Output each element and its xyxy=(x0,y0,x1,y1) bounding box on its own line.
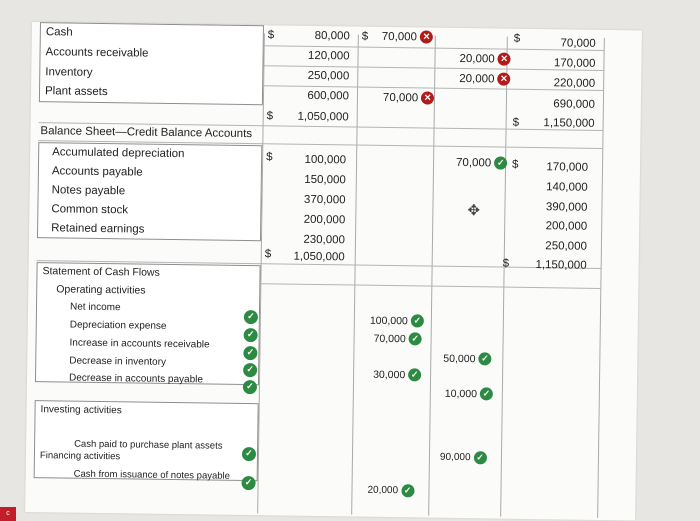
cash-begin-field[interactable]: 80,000 xyxy=(314,29,350,43)
correct-icon: ✓ xyxy=(244,327,258,341)
dollar-sign: $ xyxy=(512,116,520,129)
plant-debit-value: 70,000 xyxy=(382,91,419,104)
increase-ar-credit-value: 50,000 xyxy=(443,352,476,365)
investing-activities-label: Investing activities xyxy=(40,404,122,417)
row-label-depreciation-expense: Depreciation expense xyxy=(69,319,167,332)
cs-begin-field[interactable]: 200,000 xyxy=(303,213,346,227)
column-divider xyxy=(500,37,508,517)
net-income-debit-value: 100,000 xyxy=(369,314,408,327)
row-label-purchase-plant: Cash paid to purchase plant assets xyxy=(74,438,223,452)
incorrect-icon: ✕ xyxy=(421,91,434,104)
debit-total-end-field[interactable]: 1,150,000 xyxy=(543,117,595,130)
correct-icon: ✓ xyxy=(243,345,257,359)
worksheet xyxy=(25,22,642,520)
re-begin-field[interactable]: 230,000 xyxy=(303,233,346,247)
dollar-sign: $ xyxy=(502,257,510,270)
accum-dep-end-field[interactable]: 170,000 xyxy=(546,161,589,174)
correct-icon: ✓ xyxy=(480,387,493,400)
column-divider xyxy=(428,36,436,516)
dollar-sign: $ xyxy=(266,110,274,123)
correct-icon: ✓ xyxy=(241,475,255,489)
row-label-decrease-ap: Decrease in accounts payable xyxy=(68,372,204,386)
issuance-notes-check xyxy=(241,472,255,490)
ap-begin-field[interactable]: 150,000 xyxy=(304,173,346,187)
ar-begin-field[interactable]: 120,000 xyxy=(307,49,350,63)
dollar-sign: $ xyxy=(267,29,275,42)
column-divider xyxy=(597,38,605,518)
column-divider xyxy=(351,35,359,515)
correct-icon: ✓ xyxy=(242,446,256,460)
incorrect-icon: ✕ xyxy=(497,73,510,86)
dollar-sign: $ xyxy=(264,248,272,261)
debit-total-begin-field[interactable]: 1,050,000 xyxy=(297,110,349,124)
row-label-accounts-payable: Accounts payable xyxy=(51,165,143,179)
decrease-inventory-debit-value: 30,000 xyxy=(373,368,406,381)
correct-icon: ✓ xyxy=(473,451,486,464)
re-end-field[interactable]: 250,000 xyxy=(545,240,587,253)
net-income-debit-entry[interactable] xyxy=(370,314,424,328)
operating-activities-label: Operating activities xyxy=(56,283,146,297)
row-label-decrease-inventory: Decrease in inventory xyxy=(69,355,167,368)
accum-dep-credit-entry[interactable] xyxy=(456,156,507,170)
correct-icon: ✓ xyxy=(411,314,424,327)
dollar-sign: $ xyxy=(511,158,519,171)
cash-flows-heading: Statement of Cash Flows xyxy=(42,265,160,279)
financing-activities-label: Financing activities xyxy=(39,450,121,463)
plant-debit-entry[interactable] xyxy=(383,91,434,105)
increase-ar-check xyxy=(243,342,257,360)
correct-icon: ✓ xyxy=(243,379,257,393)
ar-credit-entry[interactable] xyxy=(459,52,510,66)
corner-badge: c xyxy=(0,507,16,521)
cs-end-field[interactable]: 200,000 xyxy=(545,220,588,233)
correct-icon: ✓ xyxy=(408,368,421,381)
correct-icon: ✓ xyxy=(494,156,507,169)
row-label-plant-assets: Plant assets xyxy=(44,85,108,99)
np-begin-field[interactable]: 370,000 xyxy=(303,193,346,207)
correct-icon: ✓ xyxy=(244,309,258,323)
correct-icon: ✓ xyxy=(409,332,422,345)
row-label-net-income: Net income xyxy=(69,301,121,314)
depreciation-debit-entry[interactable] xyxy=(374,332,422,346)
row-label-inventory: Inventory xyxy=(45,66,93,79)
decrease-ap-credit-entry[interactable] xyxy=(445,387,493,401)
row-label-notes-payable: Notes payable xyxy=(51,184,126,198)
row-label-common-stock: Common stock xyxy=(51,203,129,217)
cash-debit-entry[interactable] xyxy=(382,30,433,44)
issuance-notes-debit-entry[interactable] xyxy=(367,484,414,498)
increase-ar-credit-entry[interactable] xyxy=(443,352,491,366)
ap-end-field[interactable]: 140,000 xyxy=(546,181,588,194)
incorrect-icon: ✕ xyxy=(498,53,511,66)
correct-icon: ✓ xyxy=(243,362,257,376)
move-cursor-icon: ✥ xyxy=(467,202,481,220)
net-income-check xyxy=(244,306,258,324)
row-label-increase-ar: Increase in accounts receivable xyxy=(69,337,210,351)
cash-debit-value: 70,000 xyxy=(381,30,418,43)
plant-end-field[interactable]: 690,000 xyxy=(553,98,595,111)
depreciation-check xyxy=(244,324,258,342)
purchase-plant-credit-entry[interactable] xyxy=(440,451,487,465)
dollar-sign: $ xyxy=(361,30,369,43)
credit-total-end-field[interactable]: 1,150,000 xyxy=(535,259,587,272)
correct-icon: ✓ xyxy=(401,484,414,497)
cash-end-field[interactable]: 70,000 xyxy=(560,37,596,50)
inventory-credit-entry[interactable] xyxy=(459,72,510,86)
credit-section-heading: Balance Sheet—Credit Balance Accounts xyxy=(40,125,253,141)
row-label-retained-earnings: Retained earnings xyxy=(51,222,145,236)
depreciation-debit-value: 70,000 xyxy=(373,332,406,345)
row-label-accounts-receivable: Accounts receivable xyxy=(45,46,149,60)
credit-total-begin-field[interactable]: 1,050,000 xyxy=(293,250,345,264)
inventory-begin-field[interactable]: 250,000 xyxy=(307,69,350,83)
inventory-credit-value: 20,000 xyxy=(459,72,495,85)
plant-begin-field[interactable]: 600,000 xyxy=(307,89,350,103)
issuance-notes-debit-value: 20,000 xyxy=(367,484,399,497)
accum-dep-credit-value: 70,000 xyxy=(455,156,492,169)
accum-dep-begin-field[interactable]: 100,000 xyxy=(304,153,347,167)
inventory-end-field[interactable]: 220,000 xyxy=(553,77,596,90)
dollar-sign: $ xyxy=(513,32,521,45)
purchase-plant-check xyxy=(242,443,256,461)
incorrect-icon: ✕ xyxy=(420,30,433,43)
row-label-issuance-notes: Cash from issuance of notes payable xyxy=(73,468,231,482)
ar-credit-value: 20,000 xyxy=(459,52,495,65)
purchase-plant-credit-value: 90,000 xyxy=(439,451,471,464)
decrease-ap-check xyxy=(243,376,257,394)
decrease-ap-credit-value: 10,000 xyxy=(444,387,478,400)
np-end-field[interactable]: 390,000 xyxy=(545,201,588,214)
row-label-accumulated-depreciation: Accumulated depreciation xyxy=(52,146,185,161)
row-label-cash: Cash xyxy=(45,26,73,39)
decrease-inventory-check xyxy=(243,359,257,377)
ar-end-field[interactable]: 170,000 xyxy=(553,57,596,70)
correct-icon: ✓ xyxy=(478,352,491,365)
decrease-inventory-debit-entry[interactable] xyxy=(373,368,421,382)
dollar-sign: $ xyxy=(266,151,273,164)
